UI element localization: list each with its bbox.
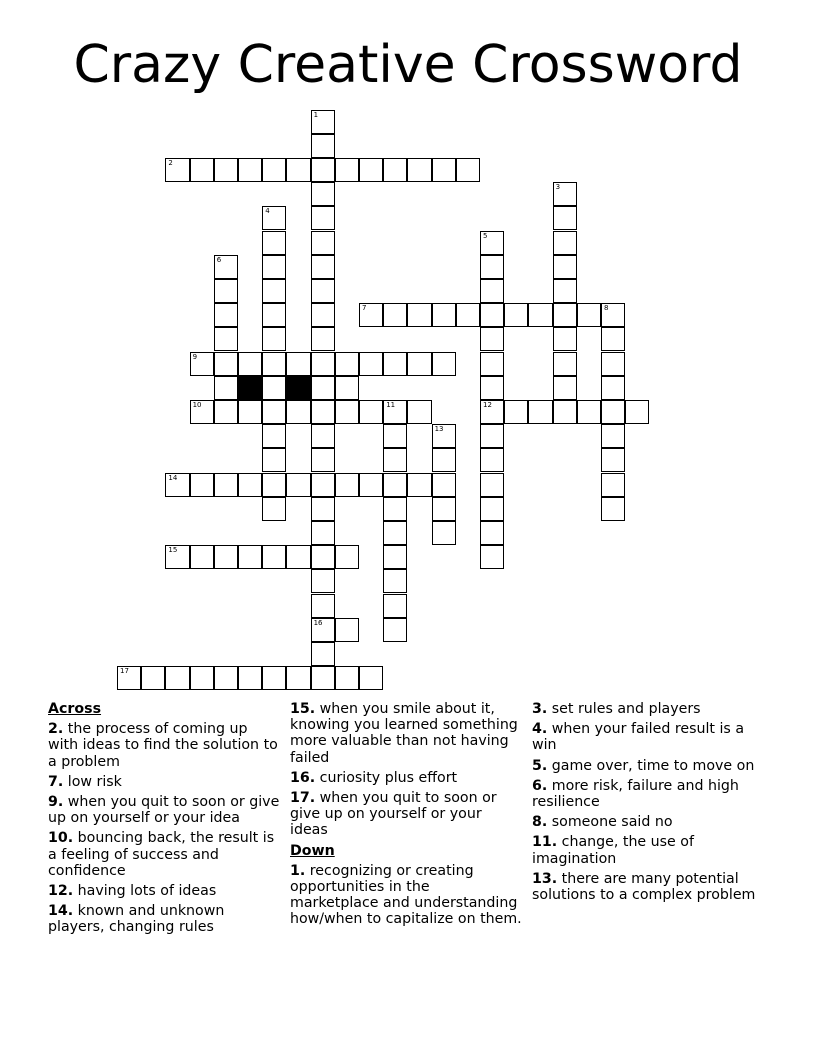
clue-15 xyxy=(290,701,522,766)
grid-cell[interactable] xyxy=(311,231,335,255)
clue-7 xyxy=(48,774,280,790)
clues-column-2 xyxy=(290,701,522,932)
grid-cell[interactable] xyxy=(311,327,335,351)
grid-cell[interactable] xyxy=(383,473,407,497)
grid-cell[interactable] xyxy=(480,448,504,472)
black-cell xyxy=(238,376,262,400)
grid-cell[interactable] xyxy=(407,158,431,182)
clue-17 xyxy=(290,790,522,839)
clue-text: more risk, failure and high resilience xyxy=(532,777,739,811)
grid-cell[interactable] xyxy=(262,424,286,448)
grid-cell[interactable] xyxy=(601,400,625,424)
grid-cell[interactable] xyxy=(262,497,286,521)
grid-cell[interactable] xyxy=(262,206,286,230)
cell-number: 11 xyxy=(386,400,396,409)
clue-number: 7. xyxy=(48,773,64,790)
grid-cell[interactable] xyxy=(456,303,480,327)
grid-cell[interactable] xyxy=(165,473,189,497)
grid-cell[interactable] xyxy=(190,473,214,497)
grid-cell[interactable] xyxy=(407,473,431,497)
clue-text: low risk xyxy=(63,773,122,790)
grid-cell[interactable] xyxy=(214,473,238,497)
grid-cell[interactable] xyxy=(432,424,456,448)
grid-cell[interactable] xyxy=(625,400,649,424)
grid-cell[interactable] xyxy=(432,158,456,182)
grid-cell[interactable] xyxy=(335,376,359,400)
grid-cell[interactable] xyxy=(262,545,286,569)
grid-cell[interactable] xyxy=(480,521,504,545)
clue-number: 6. xyxy=(532,777,548,794)
grid-cell[interactable] xyxy=(601,424,625,448)
puzzle-title: Crazy Creative Crossword xyxy=(73,35,743,95)
grid-cell[interactable] xyxy=(383,569,407,593)
clue-number: 9. xyxy=(48,794,64,811)
grid-cell[interactable] xyxy=(262,327,286,351)
grid-cell[interactable] xyxy=(262,279,286,303)
grid-cell[interactable] xyxy=(286,545,310,569)
grid-cell[interactable] xyxy=(601,327,625,351)
clue-text: bouncing back, the result is a feeling of success and confidence xyxy=(48,830,275,879)
clue-number: 14. xyxy=(48,903,74,920)
grid-cell[interactable] xyxy=(286,666,310,690)
grid-cell[interactable] xyxy=(553,400,577,424)
grid-cell[interactable] xyxy=(577,303,601,327)
grid-cell[interactable] xyxy=(335,400,359,424)
grid-cell[interactable] xyxy=(262,231,286,255)
grid-cell[interactable] xyxy=(262,255,286,279)
cell-number: 3 xyxy=(555,183,561,192)
grid-cell[interactable] xyxy=(335,158,359,182)
grid-cell[interactable] xyxy=(214,158,238,182)
clue-number: 16. xyxy=(290,769,316,786)
grid-cell[interactable] xyxy=(553,206,577,230)
grid-cell[interactable] xyxy=(190,400,214,424)
grid-cell[interactable] xyxy=(311,255,335,279)
grid-cell[interactable] xyxy=(262,448,286,472)
clue-3 xyxy=(532,701,764,717)
clue-9 xyxy=(48,794,280,826)
grid-cell[interactable] xyxy=(311,376,335,400)
clue-text: when you quit to soon or give up on yourself or your idea xyxy=(48,794,280,827)
grid-cell[interactable] xyxy=(262,303,286,327)
grid-cell[interactable] xyxy=(456,158,480,182)
grid-cell[interactable] xyxy=(262,666,286,690)
grid-cell[interactable] xyxy=(383,303,407,327)
grid-cell[interactable] xyxy=(262,352,286,376)
grid-cell[interactable] xyxy=(214,255,238,279)
grid-cell[interactable] xyxy=(311,303,335,327)
grid-cell[interactable] xyxy=(238,545,262,569)
grid-cell[interactable] xyxy=(286,352,310,376)
grid-cell[interactable] xyxy=(383,158,407,182)
grid-cell[interactable] xyxy=(335,473,359,497)
cell-number: 9 xyxy=(192,352,198,361)
clue-number: 13. xyxy=(532,870,558,887)
grid-cell[interactable] xyxy=(480,303,504,327)
grid-cell[interactable] xyxy=(383,497,407,521)
cell-number: 12 xyxy=(483,400,492,409)
grid-cell[interactable] xyxy=(311,618,335,642)
grid-cell[interactable] xyxy=(311,158,335,182)
grid-cell[interactable] xyxy=(286,400,310,424)
grid-cell[interactable] xyxy=(311,448,335,472)
grid-cell[interactable] xyxy=(311,666,335,690)
clue-4 xyxy=(532,721,764,753)
grid-cell[interactable] xyxy=(214,279,238,303)
grid-cell[interactable] xyxy=(359,352,383,376)
grid-cell[interactable] xyxy=(480,352,504,376)
grid-cell[interactable] xyxy=(335,545,359,569)
grid-cell[interactable] xyxy=(311,497,335,521)
grid-cell[interactable] xyxy=(480,255,504,279)
grid-cell[interactable] xyxy=(238,400,262,424)
grid-cell[interactable] xyxy=(383,545,407,569)
grid-cell[interactable] xyxy=(553,182,577,206)
grid-cell[interactable] xyxy=(335,666,359,690)
grid-cell[interactable] xyxy=(383,448,407,472)
grid-cell[interactable] xyxy=(480,400,504,424)
grid-cell[interactable] xyxy=(286,473,310,497)
grid-cell[interactable] xyxy=(553,376,577,400)
grid-cell[interactable] xyxy=(553,231,577,255)
cell-number: 10 xyxy=(192,400,202,409)
grid-cell[interactable] xyxy=(601,376,625,400)
clues-column-3 xyxy=(532,701,764,907)
grid-cell[interactable] xyxy=(311,206,335,230)
grid-cell[interactable] xyxy=(190,352,214,376)
grid-cell[interactable] xyxy=(238,352,262,376)
grid-cell[interactable] xyxy=(601,497,625,521)
clue-number: 11. xyxy=(532,834,558,851)
grid-cell[interactable] xyxy=(311,110,335,134)
clue-16 xyxy=(290,770,522,786)
grid-cell[interactable] xyxy=(528,400,552,424)
grid-cell[interactable] xyxy=(262,376,286,400)
grid-cell[interactable] xyxy=(190,666,214,690)
grid-cell[interactable] xyxy=(262,158,286,182)
clue-1 xyxy=(290,863,522,928)
grid-cell[interactable] xyxy=(311,400,335,424)
clue-10 xyxy=(48,830,280,879)
grid-cell[interactable] xyxy=(383,521,407,545)
grid-cell[interactable] xyxy=(311,279,335,303)
clue-number: 4. xyxy=(532,721,548,738)
clue-5 xyxy=(532,758,764,774)
cell-number: 17 xyxy=(120,667,129,676)
grid-cell[interactable] xyxy=(214,303,238,327)
grid-cell[interactable] xyxy=(480,497,504,521)
grid-cell[interactable] xyxy=(577,400,601,424)
grid-cell[interactable] xyxy=(383,594,407,618)
cell-number: 8 xyxy=(604,304,609,313)
grid-cell[interactable] xyxy=(238,473,262,497)
clue-number: 1. xyxy=(290,862,306,879)
grid-cell[interactable] xyxy=(311,352,335,376)
across-heading: Across xyxy=(48,701,102,717)
clue-number: 5. xyxy=(532,757,548,774)
grid-cell[interactable] xyxy=(238,158,262,182)
grid-cell[interactable] xyxy=(528,303,552,327)
grid-cell[interactable] xyxy=(359,303,383,327)
clue-text: there are many potential solutions to a complex problem xyxy=(532,870,756,904)
grid-cell[interactable] xyxy=(311,521,335,545)
clue-14 xyxy=(48,903,280,935)
grid-cell[interactable] xyxy=(432,521,456,545)
cell-number: 14 xyxy=(168,473,178,482)
grid-cell[interactable] xyxy=(504,303,528,327)
clue-number: 8. xyxy=(532,814,548,831)
clue-text: known and unknown players, changing rules xyxy=(48,903,225,936)
clue-text: when your failed result is a win xyxy=(532,721,745,754)
grid-cell[interactable] xyxy=(383,424,407,448)
grid-cell[interactable] xyxy=(504,400,528,424)
clue-number: 15. xyxy=(290,701,316,717)
grid-cell[interactable] xyxy=(359,473,383,497)
grid-cell[interactable] xyxy=(601,473,625,497)
grid-cell[interactable] xyxy=(214,666,238,690)
clue-2 xyxy=(48,721,280,770)
grid-cell[interactable] xyxy=(311,473,335,497)
grid-cell[interactable] xyxy=(311,594,335,618)
grid-cell[interactable] xyxy=(383,618,407,642)
clue-text: the process of coming up with ideas to find the solution to a problem xyxy=(48,721,278,770)
clue-13 xyxy=(532,871,764,903)
clue-11 xyxy=(532,834,764,866)
grid-cell[interactable] xyxy=(383,352,407,376)
grid-cell[interactable] xyxy=(214,327,238,351)
grid-cell[interactable] xyxy=(165,545,189,569)
grid-cell[interactable] xyxy=(262,473,286,497)
grid-cell[interactable] xyxy=(480,279,504,303)
grid-cell[interactable] xyxy=(311,134,335,158)
grid-cell[interactable] xyxy=(311,424,335,448)
grid-cell[interactable] xyxy=(480,545,504,569)
grid-cell[interactable] xyxy=(214,400,238,424)
cell-number: 7 xyxy=(362,304,367,313)
clue-8 xyxy=(532,814,764,830)
clue-text: curiosity plus effort xyxy=(315,769,458,786)
grid-cell[interactable] xyxy=(359,158,383,182)
grid-cell[interactable] xyxy=(311,569,335,593)
clue-text: recognizing or creating opportunities in the marketplace and understanding how/when to capitalize on them. xyxy=(290,862,522,928)
grid-cell[interactable] xyxy=(165,158,189,182)
grid-cell[interactable] xyxy=(214,376,238,400)
clue-number: 2. xyxy=(48,721,64,738)
grid-cell[interactable] xyxy=(165,666,189,690)
grid-cell[interactable] xyxy=(141,666,165,690)
grid-cell[interactable] xyxy=(383,400,407,424)
grid-cell[interactable] xyxy=(480,327,504,351)
clue-text: someone said no xyxy=(547,814,673,831)
grid-cell[interactable] xyxy=(553,352,577,376)
grid-cell[interactable] xyxy=(432,473,456,497)
cell-number: 16 xyxy=(313,618,323,627)
clue-text: having lots of ideas xyxy=(73,883,217,900)
grid-cell[interactable] xyxy=(262,400,286,424)
clue-12 xyxy=(48,883,280,899)
cell-number: 2 xyxy=(168,158,173,167)
grid-cell[interactable] xyxy=(601,448,625,472)
grid-cell[interactable] xyxy=(432,448,456,472)
clues-column-1 xyxy=(48,701,280,940)
clue-text: set rules and players xyxy=(547,701,701,717)
grid-cell[interactable] xyxy=(432,352,456,376)
grid-cell[interactable] xyxy=(214,352,238,376)
down-heading: Down xyxy=(290,842,335,859)
grid-cell[interactable] xyxy=(553,279,577,303)
grid-cell[interactable] xyxy=(407,400,431,424)
grid-cell[interactable] xyxy=(407,303,431,327)
clue-number: 3. xyxy=(532,701,548,717)
clue-number: 10. xyxy=(48,830,74,847)
grid-cell[interactable] xyxy=(480,231,504,255)
cell-number: 5 xyxy=(483,231,488,240)
grid-cell[interactable] xyxy=(117,666,141,690)
grid-cell[interactable] xyxy=(311,182,335,206)
grid-cell[interactable] xyxy=(480,376,504,400)
grid-cell[interactable] xyxy=(190,158,214,182)
grid-cell[interactable] xyxy=(311,642,335,666)
cell-number: 13 xyxy=(434,425,444,434)
grid-cell[interactable] xyxy=(359,400,383,424)
grid-cell[interactable] xyxy=(335,352,359,376)
cell-number: 4 xyxy=(265,207,270,216)
clue-6 xyxy=(532,778,764,810)
cell-number: 1 xyxy=(313,110,319,119)
clue-number: 12. xyxy=(48,883,74,900)
grid-cell[interactable] xyxy=(407,352,431,376)
grid-cell[interactable] xyxy=(286,158,310,182)
cell-number: 15 xyxy=(168,546,178,555)
grid-cell[interactable] xyxy=(601,303,625,327)
clue-text: game over, time to move on xyxy=(547,757,755,774)
grid-cell[interactable] xyxy=(553,255,577,279)
grid-cell[interactable] xyxy=(432,303,456,327)
grid-cell[interactable] xyxy=(238,666,262,690)
grid-cell[interactable] xyxy=(480,473,504,497)
clue-text: change, the use of imagination xyxy=(532,834,694,867)
grid-cell[interactable] xyxy=(601,352,625,376)
grid-cell[interactable] xyxy=(553,303,577,327)
grid-cell[interactable] xyxy=(214,545,238,569)
cell-number: 6 xyxy=(216,255,222,264)
clue-number: 17. xyxy=(290,790,316,807)
grid-cell[interactable] xyxy=(553,327,577,351)
clue-text: when you quit to soon or give up on yourself or your ideas xyxy=(290,790,497,839)
grid-cell[interactable] xyxy=(335,618,359,642)
clue-text: when you smile about it, knowing you learned something more valuable than not having failed xyxy=(290,701,518,766)
black-cell xyxy=(286,376,310,400)
grid-cell[interactable] xyxy=(190,545,214,569)
grid-cell[interactable] xyxy=(432,497,456,521)
grid-cell[interactable] xyxy=(311,545,335,569)
grid-cell[interactable] xyxy=(480,424,504,448)
grid-cell[interactable] xyxy=(359,666,383,690)
